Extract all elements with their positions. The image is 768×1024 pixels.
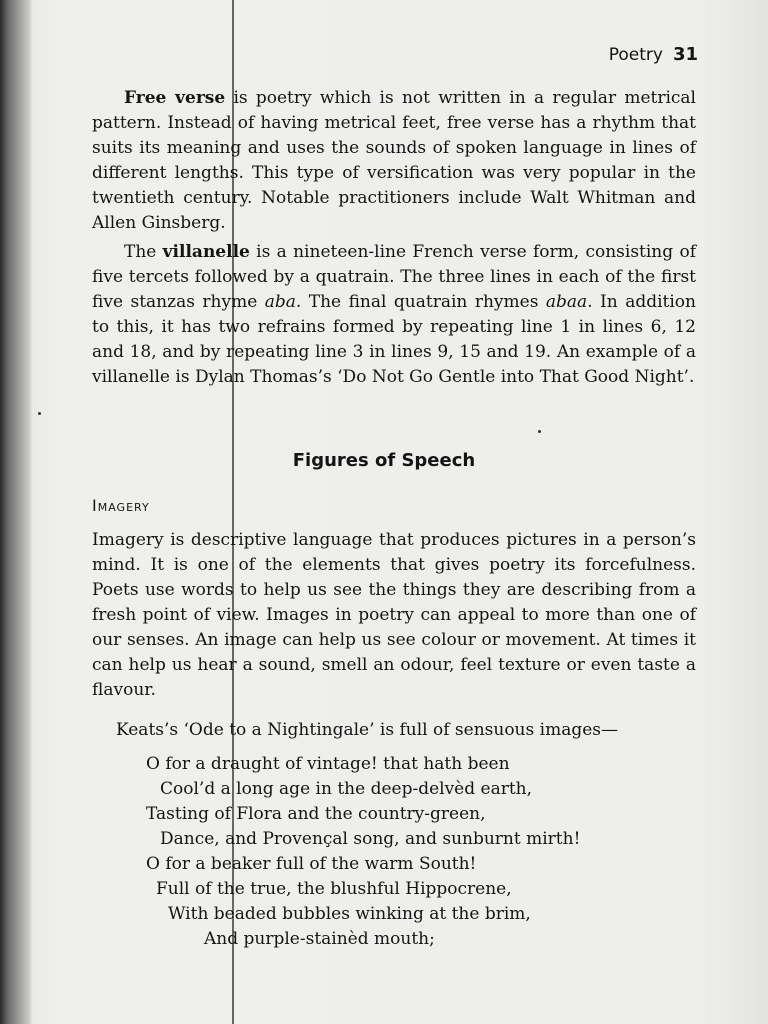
running-header: [609, 44, 698, 65]
villanelle-intro: The: [124, 242, 163, 262]
page-number: 31: [672, 44, 698, 65]
poem-line: Cool’d a long age in the deep-delvèd earth,: [160, 779, 533, 799]
poem-line: Tasting of Flora and the country-green,: [146, 804, 486, 824]
poem-line: With beaded bubbles winking at the brim,: [168, 904, 531, 924]
page-binding-shadow: [0, 0, 32, 1024]
poem-line: Dance, and Provençal song, and sunburnt mirth!: [160, 829, 581, 849]
scan-speck: [38, 412, 41, 415]
poem-line: Full of the true, the blushful Hippocrene,: [156, 879, 512, 899]
poem-line: O for a beaker full of the warm South!: [146, 854, 477, 874]
villanelle-paragraph: [92, 240, 696, 390]
free-verse-text: is poetry which is not written in a regular metrical pattern. Instead of having metrical feet, free verse has a rhythm that suits its meaning and uses the sounds of spoken language in lines of different lengths. This type of versification was very popular in the twentieth century. Notable practitioners include Walt Whitman and Allen Ginsberg.: [92, 88, 696, 233]
villanelle-rhyme-1: aba: [264, 292, 296, 312]
villanelle-text-2: . The final quatrain rhymes: [295, 292, 546, 312]
poem-line: O for a draught of vintage! that hath been: [146, 754, 510, 774]
villanelle-term: villanelle: [162, 242, 250, 262]
villanelle-text-1: is a nineteen-line French verse form, consisting of five tercets followed by a quatrain. The three lines in each of the first five stanzas rhyme: [92, 242, 696, 312]
free-verse-term: Free verse: [124, 88, 226, 108]
poem-line: And purple-stainèd mouth;: [204, 929, 435, 949]
scan-speck: [538, 430, 541, 433]
villanelle-rhyme-2: abaa: [545, 292, 588, 312]
free-verse-paragraph: [92, 86, 696, 236]
section-heading: Figures of Speech: [292, 450, 476, 471]
header-section: Poetry: [608, 45, 663, 65]
villanelle-text-3: . In addition to this, it has two refrains formed by repeating line 1 in lines 6, 12 and 18, and by repeating line 3 in lines 9, 15 and 19. An example of a villanelle is Dylan Thomas’s ‘Do Not Go Gentle into That Good Night’.: [92, 292, 696, 387]
keats-intro: Keats’s ‘Ode to a Nightingale’ is full of sensuous images—: [116, 720, 618, 740]
imagery-paragraph: Imagery is descriptive language that produces pictures in a person’s mind. It is one of the elements that gives poetry its forcefulness. Poets use words to help us see the things they are describing from a fresh point of view. Images in poetry can appeal to more than one of our senses. An image can help us see colour or movement. At times it can help us hear a sound, smell an odour, feel texture or even taste a flavour.: [92, 530, 696, 700]
imagery-subheading: Imagery: [92, 496, 150, 515]
